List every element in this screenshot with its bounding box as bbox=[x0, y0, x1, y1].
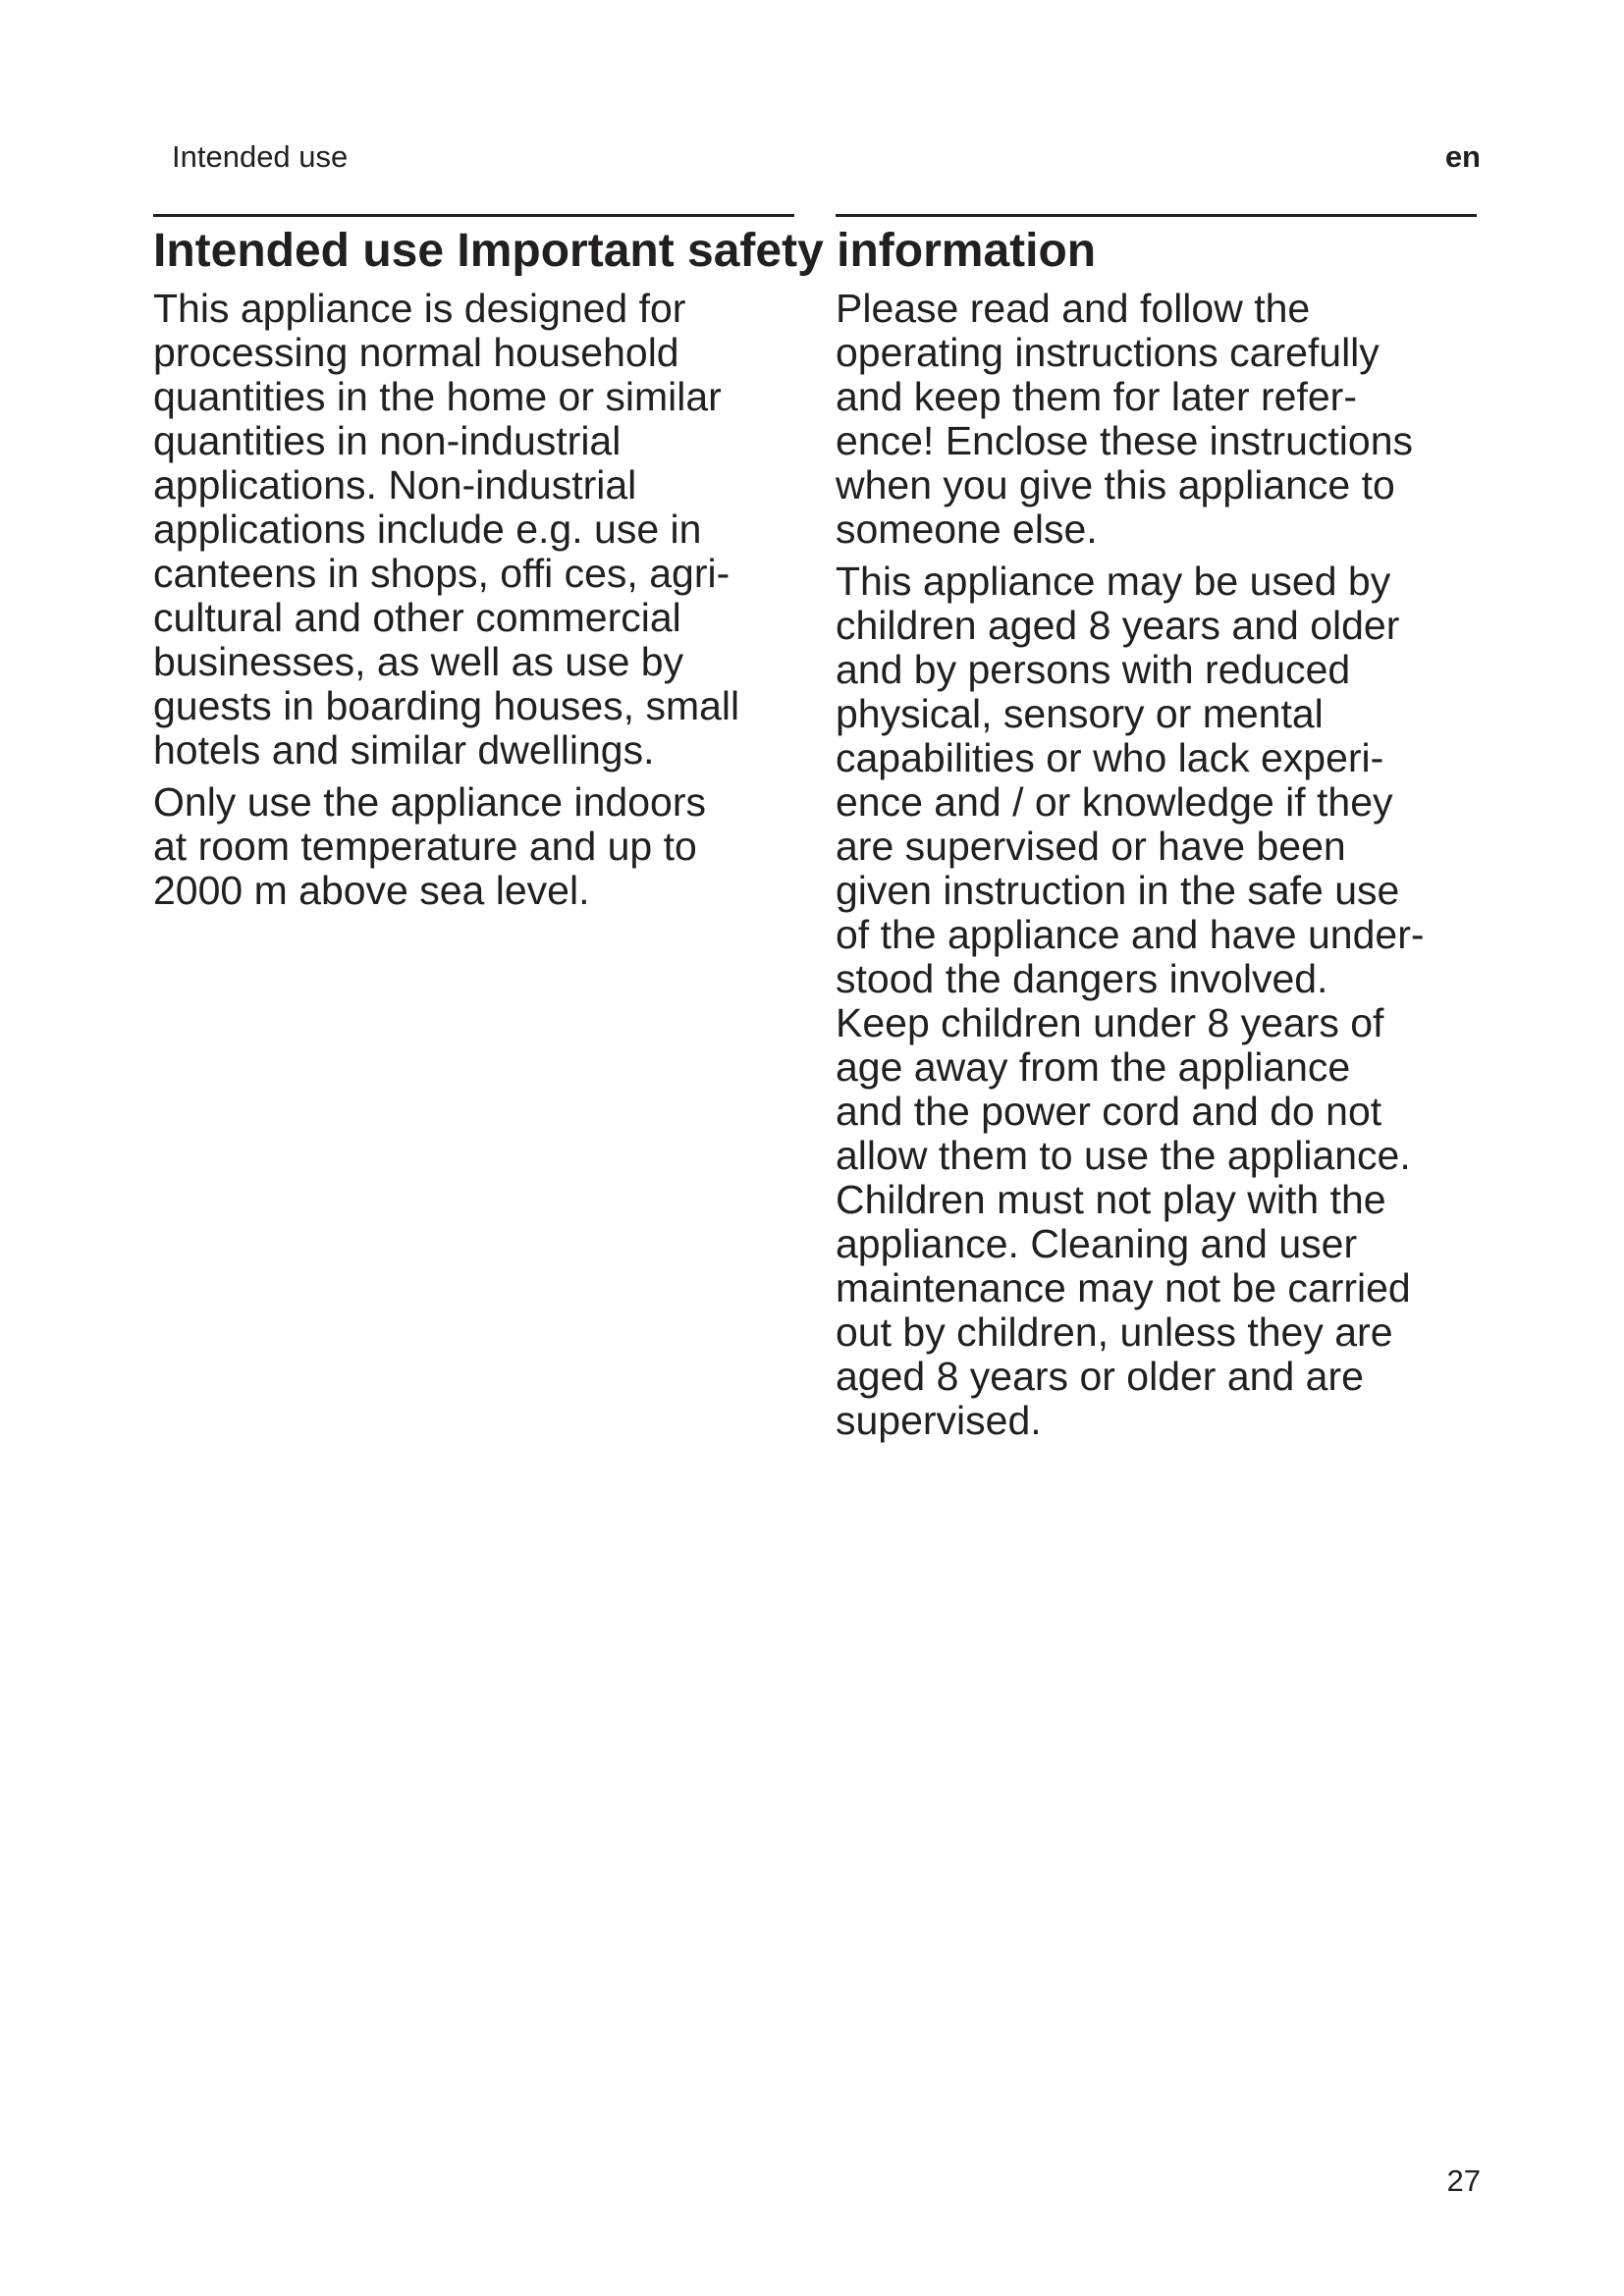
text-line: businesses, as well as use by bbox=[153, 639, 684, 684]
page-number: 27 bbox=[1446, 2163, 1481, 2198]
right-column bbox=[836, 287, 1484, 1451]
running-header-section: Intended use bbox=[172, 139, 349, 174]
text-line: physical, sensory or mental bbox=[836, 691, 1324, 736]
text-line: when you give this appliance to bbox=[836, 462, 1395, 507]
text-line: applications include e.g. use in bbox=[153, 507, 702, 552]
text-line: and by persons with reduced bbox=[836, 647, 1351, 692]
children-safety-paragraph bbox=[836, 560, 1484, 1443]
text-line: someone else. bbox=[836, 507, 1098, 552]
text-line: and keep them for later refer- bbox=[836, 374, 1357, 419]
text-line: children aged 8 years and older bbox=[836, 603, 1400, 648]
text-line: at room temperature and up to bbox=[153, 824, 697, 869]
text-line: age away from the appliance bbox=[836, 1044, 1351, 1090]
text-line: Only use the appliance indoors bbox=[153, 779, 706, 825]
page-title: Intended use Important safety information bbox=[153, 225, 1097, 277]
text-line: maintenance may not be carried bbox=[836, 1265, 1411, 1310]
indoor-use-paragraph bbox=[153, 780, 801, 913]
text-line: given instruction in the safe use bbox=[836, 868, 1400, 913]
text-line: ence! Enclose these instructions bbox=[836, 418, 1413, 463]
left-column-rule bbox=[153, 214, 794, 217]
text-line: Children must not play with the bbox=[836, 1177, 1386, 1222]
text-line: aged 8 years or older and are bbox=[836, 1354, 1364, 1399]
text-line: out by children, unless they are bbox=[836, 1309, 1393, 1355]
text-line: Keep children under 8 years of bbox=[836, 1000, 1384, 1045]
text-line: processing normal household bbox=[153, 330, 679, 375]
running-header-language: en bbox=[1444, 139, 1481, 174]
text-line: supervised. bbox=[836, 1398, 1042, 1443]
text-line: cultural and other commercial bbox=[153, 595, 681, 640]
read-instructions-paragraph bbox=[836, 287, 1484, 552]
left-column bbox=[153, 287, 801, 921]
text-line: 2000 m above sea level. bbox=[153, 868, 590, 913]
text-line: applications. Non-industrial bbox=[153, 462, 637, 507]
text-line: guests in boarding houses, small bbox=[153, 683, 740, 728]
text-line: capabilities or who lack experi- bbox=[836, 735, 1384, 780]
text-line: ence and / or knowledge if they bbox=[836, 779, 1393, 825]
text-line: allow them to use the appliance. bbox=[836, 1133, 1411, 1178]
text-line: are supervised or have been bbox=[836, 824, 1346, 869]
right-column-rule bbox=[836, 214, 1477, 217]
text-line: quantities in non-industrial bbox=[153, 418, 622, 463]
text-line: operating instructions carefully bbox=[836, 330, 1380, 375]
text-line: hotels and similar dwellings. bbox=[153, 727, 655, 773]
text-line: This appliance is designed for bbox=[153, 286, 686, 331]
text-line: of the appliance and have under- bbox=[836, 912, 1425, 957]
text-line: canteens in shops, offi ces, agri- bbox=[153, 551, 731, 596]
text-line: stood the dangers involved. bbox=[836, 956, 1328, 1001]
text-line: appliance. Cleaning and user bbox=[836, 1221, 1358, 1266]
intended-use-paragraph bbox=[153, 287, 801, 773]
text-line: This appliance may be used by bbox=[836, 559, 1391, 604]
text-line: and the power cord and do not bbox=[836, 1089, 1382, 1134]
text-line: quantities in the home or similar bbox=[153, 374, 722, 419]
text-line: Please read and follow the bbox=[836, 286, 1311, 331]
